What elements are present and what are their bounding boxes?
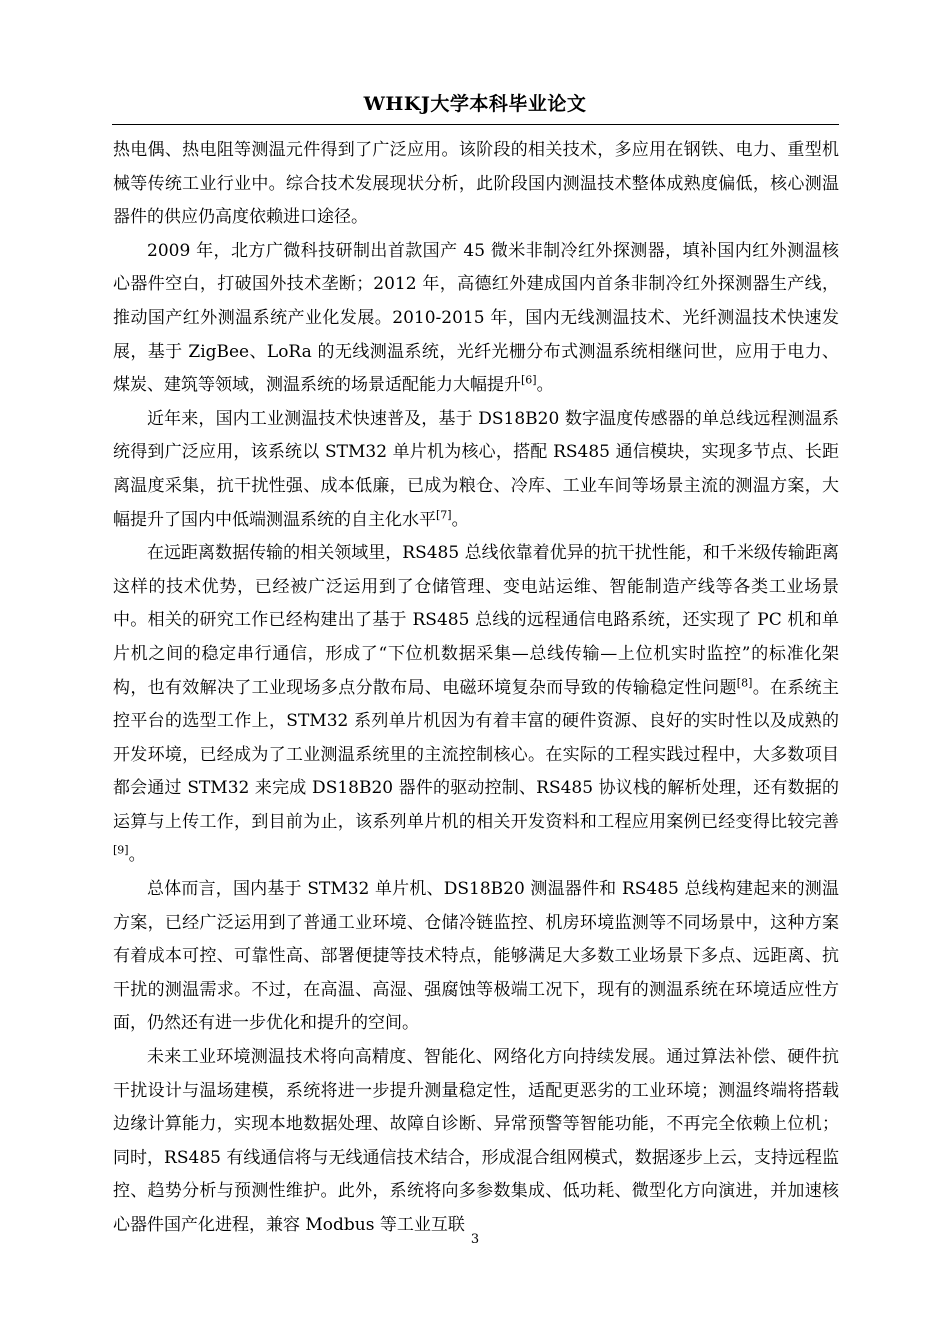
paragraph-text: 。 bbox=[451, 509, 469, 530]
page-header-title: WHKJ大学本科毕业论文 bbox=[363, 93, 587, 115]
page-number: 3 bbox=[470, 1232, 480, 1247]
paragraph-text: 。 bbox=[128, 845, 146, 866]
paragraph-text: 未来工业环境测温技术将向高精度、智能化、网络化方向持续发展。通过算法补偿、硬件抗干扰设计与温场建模，系统将进一步提升测量稳定性，适配更恶劣的工业环境；测温终端将搭载边缘计算能力，实现本地数据处理、故障自诊断、异常预警等智能功能，不再完全依赖上位机；同时，RS485 有线通信将与无线通信技术结合，形成混合组网模式，数据逐步上云，支持远程监控、趋势分析与预测性维护。此外，系统将向多参数集成、低功耗、微型化方向演进，并加速核心器件国产化进程，兼容 Modbus 等工业互联 bbox=[113, 1047, 839, 1235]
document-body bbox=[113, 134, 839, 1243]
body-paragraph bbox=[113, 537, 839, 873]
body-paragraph bbox=[113, 134, 839, 235]
paragraph-text: 2009 年，北方广微科技研制出首款国产 45 微米非制冷红外探测器，填补国内红外测温核心器件空白，打破国外技术垄断；2012 年，高德红外建成国内首条非制冷红外探测器生产线，推动国产红外测温系统产业化发展。2010-2015 年，国内无线测温技术、光纤测温技术快速发展，基于 ZigBee、LoRa 的无线测温系统，光纤光栅分布式测温系统相继问世，应用于电力、煤炭、建筑等领域，测温系统的场景适配能力大幅提升 bbox=[113, 240, 839, 396]
citation-reference: [7] bbox=[436, 507, 452, 521]
paragraph-text: 总体而言，国内基于 STM32 单片机、DS18B20 测温器件和 RS485 总线构建起来的测温方案，已经广泛运用到了普通工业环境、仓储冷链监控、机房环境监测等不同场景中，这种方案有着成本可控、可靠性高、部署便捷等技术特点，能够满足大多数工业场景下多点、远距离、抗干扰的测温需求。不过，在高温、高湿、强腐蚀等极端工况下，现有的测温系统在环境适应性方面，仍然还有进一步优化和提升的空间。 bbox=[113, 879, 839, 1034]
header-divider bbox=[112, 124, 839, 125]
citation-reference: [9] bbox=[113, 843, 129, 857]
body-paragraph bbox=[113, 403, 839, 537]
body-paragraph bbox=[113, 1041, 839, 1243]
citation-reference: [6] bbox=[521, 373, 537, 387]
paragraph-text: 热电偶、热电阻等测温元件得到了广泛应用。该阶段的相关技术，多应用在钢铁、电力、重型机械等传统工业行业中。综合技术发展现状分析，此阶段国内测温技术整体成熟度偏低，核心测温器件的供应仍高度依赖进口途径。 bbox=[113, 140, 839, 228]
paragraph-text: 在远距离数据传输的相关领域里，RS485 总线依靠着优异的抗干扰性能，和千米级传输距离这样的技术优势，已经被广泛运用到了仓储管理、变电站运维、智能制造产线等各类工业场景中。相关的研究工作已经构建出了基于 RS485 总线的远程通信电路系统，还实现了 PC 机和单片机之间的稳定串行通信，形成了“下位机数据采集—总线传输—上位机实时监控”的标准化架构，也有效解决了工业现场多点分散布局、电磁环境复杂而导致的传输稳定性问题 bbox=[113, 543, 839, 698]
paragraph-text: 。在系统主控平台的选型工作上，STM32 系列单片机因为有着丰富的硬件资源、良好的实时性以及成熟的开发环境，已经成为了工业测温系统里的主流控制核心。在实际的工程实践过程中，大多数项目都会通过 STM32 来完成 DS18B20 器件的驱动控制、RS485 协议栈的解析处理，还有数据的运算与上传工作，到目前为止，该系列单片机的相关开发资料和工程应用案例已经变得比较完善 bbox=[113, 677, 840, 832]
paragraph-text: 。 bbox=[536, 375, 554, 396]
paragraph-text: 近年来，国内工业测温技术快速普及，基于 DS18B20 数字温度传感器的单总线远程测温系统得到广泛应用，该系统以 STM32 单片机为核心，搭配 RS485 通信模块，实现多节点、长距离温度采集，抗干扰性强、成本低廉，已成为粮仓、冷库、工业车间等场景主流的测温方案，大幅提升了国内中低端测温系统的自主化水平 bbox=[113, 408, 839, 530]
body-paragraph bbox=[113, 235, 839, 403]
citation-reference: [8] bbox=[736, 675, 753, 689]
body-paragraph bbox=[113, 873, 839, 1041]
